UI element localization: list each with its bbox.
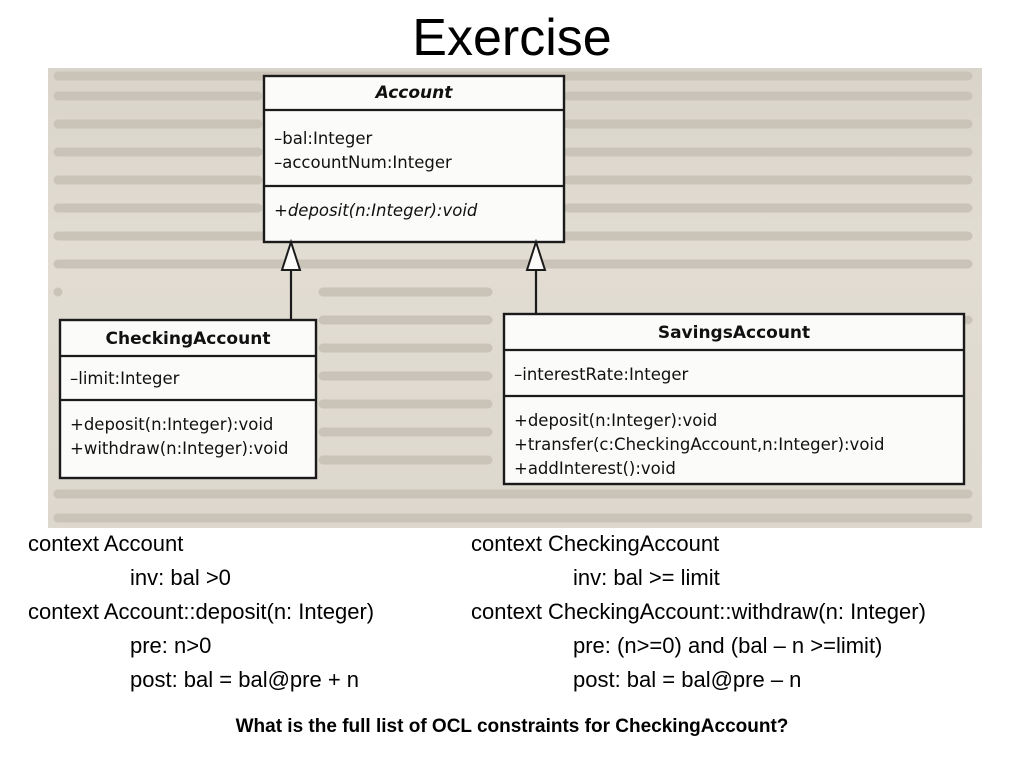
exercise-question: What is the full list of OCL constraints for CheckingAccount? — [235, 716, 789, 737]
class-checking-account — [60, 320, 316, 478]
class-savings-account-operation: +deposit(n:Integer):void — [514, 411, 718, 430]
generalization-checking-to-account — [282, 242, 300, 320]
class-savings-account — [504, 314, 964, 484]
class-savings-account-operation: +addInterest():void — [514, 459, 676, 478]
ocl-constraints-checking-account — [471, 527, 926, 697]
ocl-postcondition-line: post: bal = bal@pre + n — [130, 667, 360, 692]
class-checking-account-operation: +withdraw(n:Integer):void — [70, 439, 289, 458]
class-checking-account-operation: +deposit(n:Integer):void — [70, 415, 274, 434]
class-checking-account-name: CheckingAccount — [105, 329, 271, 349]
inheritance-arrow-icon — [282, 242, 300, 270]
ocl-invariant-line: inv: bal >0 — [130, 565, 231, 590]
class-account — [264, 76, 564, 242]
ocl-constraints-account — [28, 527, 374, 697]
class-account-attribute: –accountNum:Integer — [274, 153, 452, 172]
ocl-precondition-line: pre: (n>=0) and (bal – n >=limit) — [573, 633, 883, 658]
generalization-savings-to-account — [527, 242, 545, 314]
ocl-invariant-line: inv: bal >= limit — [573, 565, 720, 590]
class-savings-account-operation: +transfer(c:CheckingAccount,n:Integer):void — [514, 435, 885, 454]
ocl-context-line: context Account — [28, 531, 184, 556]
uml-diagram-photo — [48, 68, 982, 528]
ocl-precondition-line: pre: n>0 — [130, 633, 212, 658]
ocl-context-line: context CheckingAccount — [471, 531, 720, 556]
class-savings-account-name: SavingsAccount — [657, 323, 811, 343]
class-account-name: Account — [375, 83, 453, 103]
class-account-operation: +deposit(n:Integer):void — [274, 201, 478, 220]
class-savings-account-attribute: –interestRate:Integer — [514, 365, 689, 384]
class-checking-account-attribute: –limit:Integer — [70, 369, 180, 388]
class-account-attribute: –bal:Integer — [274, 129, 373, 148]
inheritance-arrow-icon — [527, 242, 545, 270]
ocl-context-line: context Account::deposit(n: Integer) — [28, 599, 375, 624]
ocl-postcondition-line: post: bal = bal@pre – n — [573, 667, 802, 692]
uml-class-diagram — [48, 68, 982, 528]
slide-title: Exercise — [412, 9, 612, 67]
ocl-context-line: context CheckingAccount::withdraw(n: Integer) — [471, 599, 926, 624]
